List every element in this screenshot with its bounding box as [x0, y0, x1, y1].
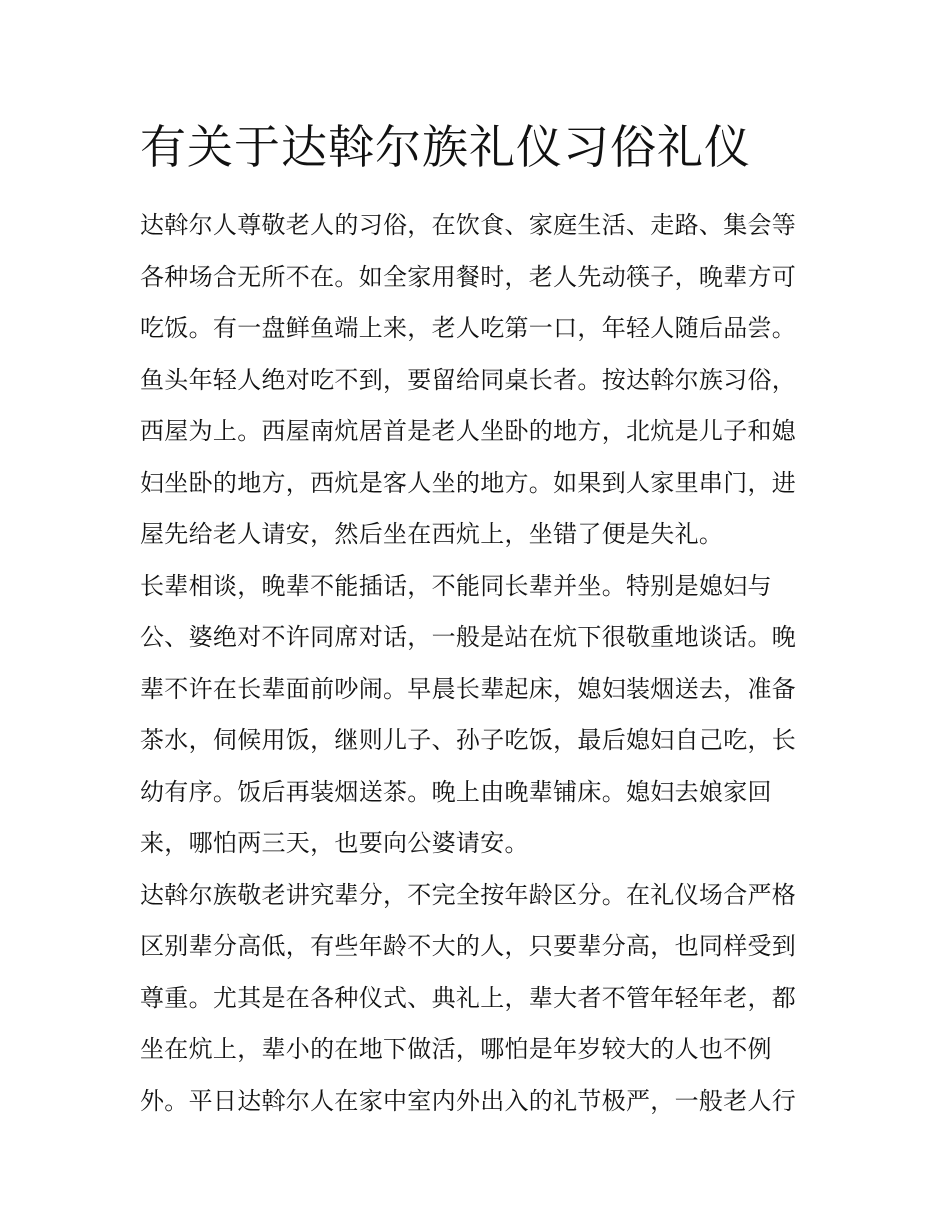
text-line: 公、婆绝对不许同席对话，一般是站在炕下很敬重地谈话。晚	[140, 623, 797, 651]
text-line: 长辈相谈，晚辈不能插话，不能同长辈并坐。特别是媳妇与	[140, 571, 772, 600]
paragraph-list	[140, 200, 816, 1127]
text-line: 西屋为上。西屋南炕居首是老人坐卧的地方，北炕是儿子和媳	[140, 417, 797, 445]
text-line: 区别辈分高低，有些年龄不大的人，只要辈分高，也同样受到	[140, 932, 797, 960]
text-line: 吃饭。有一盘鲜鱼端上来，老人吃第一口，年轻人随后品尝。	[140, 314, 797, 342]
text-line: 妇坐卧的地方，西炕是客人坐的地方。如果到人家里串门，进	[140, 468, 797, 497]
text-line: 茶水，伺候用饭，继则儿子、孙子吃饭，最后媳妇自己吃，长	[140, 726, 797, 754]
text-line: 各种场合无所不在。如全家用餐时，老人先动筷子，晚辈方可	[140, 262, 797, 291]
text-line: 屋先给老人请安，然后坐在西炕上，坐错了便是失礼。	[140, 520, 724, 548]
text-line: 尊重。尤其是在各种仪式、典礼上，辈大者不管年轻年老，都	[140, 983, 797, 1012]
paragraph-2	[140, 561, 816, 870]
text-line: 辈不许在长辈面前吵闹。早晨长辈起床，媳妇装烟送去，准备	[140, 674, 797, 703]
document-title: 有关于达斡尔族礼仪习俗礼仪	[140, 120, 751, 174]
document-body	[140, 112, 816, 1127]
text-line: 达斡尔人尊敬老人的习俗，在饮食、家庭生活、走路、集会等	[140, 211, 797, 239]
text-line: 鱼头年轻人绝对吃不到，要留给同桌长者。按达斡尔族习俗，	[140, 365, 797, 394]
text-line: 外。平日达斡尔人在家中室内外出入的礼节极严，一般老人行	[140, 1086, 797, 1115]
text-line: 来，哪怕两三天，也要向公婆请安。	[140, 829, 529, 857]
paragraph-3	[140, 870, 816, 1128]
text-line: 幼有序。饭后再装烟送茶。晚上由晚辈铺床。媳妇去娘家回	[140, 777, 772, 806]
text-line: 坐在炕上，辈小的在地下做活，哪怕是年岁较大的人也不例	[140, 1035, 772, 1063]
text-line: 达斡尔族敬老讲究辈分，不完全按年龄区分。在礼仪场合严格	[140, 880, 797, 909]
paragraph-1	[140, 200, 816, 561]
